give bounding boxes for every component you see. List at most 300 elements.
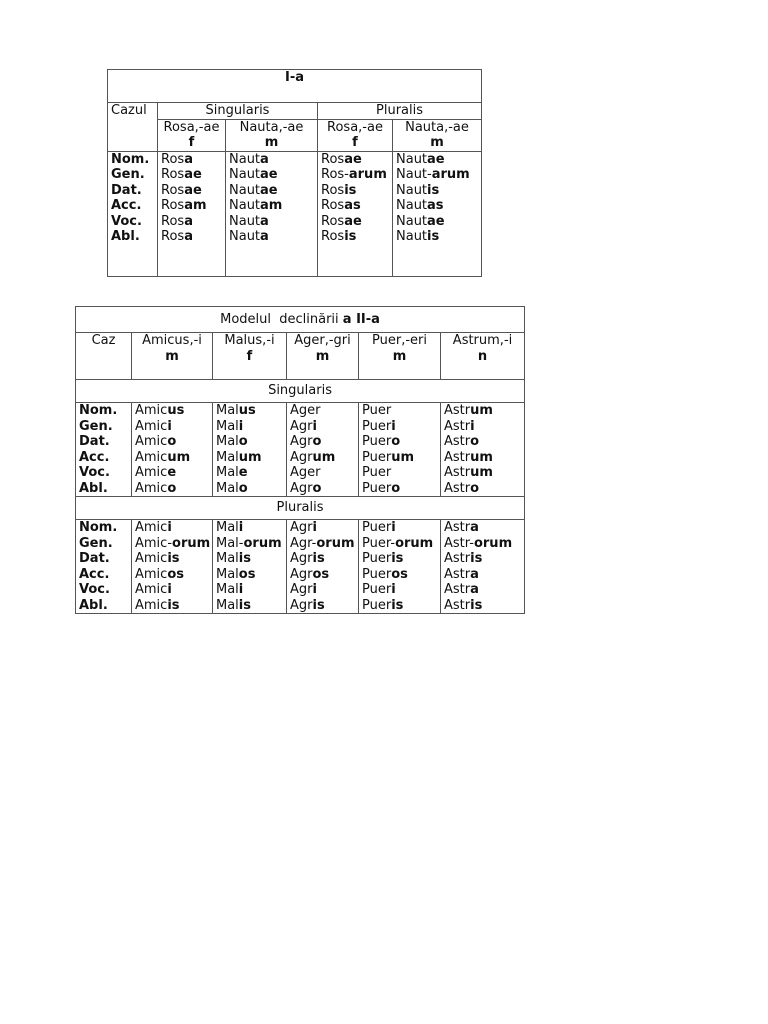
word-ending: i	[391, 418, 396, 434]
word-ending: a	[470, 566, 479, 582]
word-ending: is	[427, 182, 440, 198]
gender-label: f	[352, 135, 358, 150]
case-names	[76, 403, 132, 497]
column-name: Ager,-gri	[294, 333, 351, 348]
word-ending: o	[391, 434, 401, 449]
word-stem: Astr	[444, 403, 471, 418]
word-ending: is	[470, 597, 483, 613]
word-ending: o	[312, 434, 322, 449]
word-form	[444, 520, 521, 536]
word-form	[135, 434, 209, 450]
word-stem: Ros	[321, 182, 345, 198]
word-ending: o	[312, 480, 322, 496]
word-form	[444, 465, 521, 481]
word-ending: arum	[348, 167, 387, 182]
word-stem: Agr	[290, 566, 313, 582]
word-stem: Amic	[135, 582, 168, 597]
case-name: Dat.	[79, 551, 110, 566]
word-stem: Mal	[216, 434, 239, 449]
word-stem: Mal	[216, 582, 239, 597]
word-ending: o	[470, 434, 480, 449]
word-ending: am	[184, 198, 207, 213]
word-stem: Astr	[444, 551, 471, 566]
word-stem: Naut	[229, 151, 261, 167]
gender-label: m	[392, 348, 407, 364]
word-stem: Astr	[444, 465, 471, 480]
word-form	[290, 465, 355, 481]
word-stem: Puer	[362, 551, 392, 566]
word-ending: i	[312, 582, 317, 597]
column-name: Nauta,-ae	[405, 119, 469, 135]
word-ending: is	[312, 551, 325, 566]
word-stem: Ager	[290, 403, 321, 418]
word-ending: ae	[427, 151, 445, 167]
word-form	[135, 520, 209, 536]
word-ending: um	[238, 449, 262, 465]
case-name: Abl.	[79, 480, 108, 496]
word-ending: us	[167, 403, 185, 418]
word-stem: Amic	[135, 480, 168, 496]
column-header	[359, 333, 441, 380]
word-ending: i	[167, 582, 172, 597]
column-name: Astrum,-i	[452, 333, 513, 348]
word-stem: Ros-	[321, 167, 349, 182]
word-stem: Agr-	[290, 535, 317, 551]
word-stem: Puer	[362, 566, 392, 582]
word-form	[161, 183, 222, 199]
word-stem: Naut	[229, 198, 261, 213]
word-ending: o	[167, 480, 177, 496]
word-form	[290, 450, 355, 466]
plural-section-label: Pluralis	[76, 497, 525, 520]
word-form	[161, 152, 222, 168]
word-ending: a	[184, 229, 193, 244]
word-ending: is	[167, 597, 180, 613]
word-form	[229, 152, 314, 168]
word-ending: um	[167, 449, 191, 465]
word-stem: Naut	[229, 229, 261, 244]
forms-column	[393, 151, 482, 276]
word-ending: is	[167, 551, 180, 566]
word-ending: a	[260, 213, 269, 229]
word-stem: Agr	[290, 551, 313, 566]
word-stem: Puer	[362, 449, 392, 465]
word-stem: Naut	[396, 229, 428, 244]
word-stem: Ros	[321, 229, 345, 244]
word-form	[290, 434, 355, 450]
word-ending: i	[238, 520, 244, 535]
word-stem: Ros	[321, 213, 345, 229]
case-header: Caz	[76, 333, 132, 380]
word-stem: Ros	[161, 182, 185, 198]
word-ending: orum	[473, 535, 513, 551]
word-stem: Astr	[444, 520, 471, 535]
word-form	[135, 481, 209, 497]
word-stem: Ros	[161, 198, 185, 213]
word-ending: i	[470, 418, 475, 434]
word-form	[321, 167, 389, 183]
word-ending: a	[470, 520, 479, 535]
word-ending: e	[238, 465, 248, 480]
word-form	[444, 481, 521, 497]
word-ending: os	[238, 566, 256, 582]
word-form	[216, 598, 283, 614]
word-stem: Naut	[229, 213, 261, 229]
word-form	[161, 229, 222, 245]
word-stem: Astr	[444, 597, 471, 613]
forms-column	[213, 403, 287, 497]
case-name: Acc.	[79, 566, 110, 582]
word-form	[362, 582, 437, 598]
word-form	[216, 450, 283, 466]
word-ending: us	[238, 403, 256, 418]
gender-label: f	[246, 348, 253, 364]
word-form	[362, 450, 437, 466]
word-stem: Agr	[290, 418, 313, 434]
case-names	[76, 520, 132, 614]
word-form	[229, 229, 314, 245]
word-ending: i	[312, 418, 317, 434]
word-stem: Amic	[135, 551, 168, 566]
word-ending: orum	[172, 535, 211, 551]
word-form	[161, 167, 222, 183]
word-form	[216, 536, 283, 552]
column-header	[441, 333, 525, 380]
word-ending: ae	[260, 167, 278, 182]
word-stem: Astr	[444, 449, 471, 465]
word-form	[362, 536, 437, 552]
word-ending: am	[260, 198, 283, 213]
column-header	[393, 119, 482, 151]
word-stem: Agr	[290, 520, 313, 535]
word-stem: Agr	[290, 449, 313, 465]
word-form	[321, 229, 389, 245]
word-ending: i	[238, 418, 244, 434]
gender-label: m	[165, 348, 179, 364]
word-ending: ae	[344, 213, 362, 229]
word-stem: Naut	[396, 151, 428, 167]
word-stem: Mal	[216, 520, 239, 535]
word-stem: Ros	[321, 151, 345, 167]
word-form	[362, 598, 437, 614]
word-form	[216, 481, 283, 497]
word-form	[135, 465, 209, 481]
word-form	[362, 520, 437, 536]
singular-section-label: Singularis	[76, 380, 525, 403]
word-ending: orum	[243, 535, 282, 551]
word-stem: Mal	[216, 449, 239, 465]
forms-column	[287, 403, 359, 497]
word-form	[216, 419, 283, 435]
word-form	[216, 465, 283, 481]
forms-column	[132, 520, 213, 614]
word-stem: Puer	[362, 434, 392, 449]
forms-column	[132, 403, 213, 497]
word-ending: a	[184, 213, 193, 229]
word-form	[135, 419, 209, 435]
word-stem: Naut	[396, 198, 428, 213]
word-stem: Ros	[161, 167, 185, 182]
word-ending: is	[391, 597, 404, 613]
case-name: Dat.	[111, 182, 142, 198]
word-ending: os	[391, 566, 408, 582]
word-form	[444, 582, 521, 598]
word-ending: os	[167, 566, 184, 582]
word-form	[444, 551, 521, 567]
word-form	[321, 152, 389, 168]
case-name: Nom.	[111, 151, 150, 167]
word-form	[396, 167, 478, 183]
word-stem: Astr	[444, 582, 471, 597]
word-form	[444, 536, 521, 552]
word-ending: um	[312, 449, 336, 465]
word-form	[396, 229, 478, 245]
word-ending: a	[260, 151, 269, 167]
word-stem: Amic	[135, 418, 168, 434]
forms-column	[158, 151, 226, 276]
word-stem: Mal	[216, 566, 239, 582]
column-header	[158, 119, 226, 151]
word-ending: is	[238, 597, 251, 613]
word-stem: Mal	[216, 551, 239, 566]
word-stem: Puer	[362, 597, 392, 613]
word-stem: Astr	[444, 434, 471, 449]
word-ending: i	[312, 520, 317, 535]
column-name: Nauta,-ae	[239, 119, 304, 135]
word-stem: Agr	[290, 597, 313, 613]
word-ending: o	[391, 480, 401, 496]
column-name: Amicus,-i	[142, 333, 202, 348]
singular-header: Singularis	[158, 103, 318, 120]
word-ending: is	[344, 182, 357, 198]
word-ending: o	[238, 480, 248, 496]
word-stem: Amic	[135, 403, 168, 418]
word-form	[290, 481, 355, 497]
word-ending: os	[312, 566, 330, 582]
case-name: Gen.	[79, 418, 113, 434]
word-ending: ae	[344, 151, 362, 167]
plural-header: Pluralis	[318, 103, 482, 120]
word-stem: Amic-	[135, 535, 173, 551]
word-ending: um	[391, 449, 415, 465]
word-ending: is	[427, 229, 440, 244]
column-header	[213, 333, 287, 380]
word-form	[396, 214, 478, 230]
word-stem: Astr	[444, 480, 471, 496]
word-form	[229, 214, 314, 230]
word-stem: Agr	[290, 480, 313, 496]
word-form	[135, 551, 209, 567]
word-form	[444, 598, 521, 614]
word-ending: o	[238, 434, 248, 449]
word-stem: Puer	[362, 465, 392, 480]
word-ending: is	[470, 551, 483, 566]
column-header	[132, 333, 213, 380]
word-ending: i	[391, 520, 396, 535]
word-form	[135, 536, 209, 552]
case-name: Abl.	[111, 229, 140, 244]
word-stem: Amic	[135, 566, 168, 582]
word-stem: Ager	[290, 465, 321, 480]
word-form	[290, 567, 355, 583]
word-ending: i	[238, 582, 244, 597]
word-form	[362, 551, 437, 567]
word-stem: Ros	[161, 213, 185, 229]
word-form	[290, 536, 355, 552]
word-form	[444, 419, 521, 435]
word-form	[444, 434, 521, 450]
word-form	[290, 598, 355, 614]
word-form	[396, 152, 478, 168]
case-header: Cazul	[108, 103, 158, 152]
column-name: Puer,-eri	[372, 333, 427, 348]
table1-title: I-a	[108, 70, 482, 103]
word-form	[290, 582, 355, 598]
column-name: Rosa,-ae	[327, 119, 383, 135]
word-form	[135, 582, 209, 598]
word-ending: as	[427, 198, 444, 213]
word-form	[396, 198, 478, 214]
word-form	[135, 598, 209, 614]
word-form	[290, 551, 355, 567]
word-stem: Amic	[135, 465, 168, 480]
word-stem: Amic	[135, 597, 168, 613]
word-form	[135, 403, 209, 419]
word-form	[321, 183, 389, 199]
word-form	[290, 520, 355, 536]
word-ending: ae	[184, 182, 202, 198]
word-stem: Mal	[216, 480, 239, 496]
word-stem: Astr-	[444, 535, 474, 551]
word-form	[216, 403, 283, 419]
word-form	[161, 198, 222, 214]
word-stem: Mal	[216, 465, 239, 480]
case-name: Voc.	[111, 213, 142, 229]
word-ending: orum	[316, 535, 355, 551]
word-stem: Naut	[396, 182, 428, 198]
case-name: Gen.	[79, 535, 113, 551]
word-form	[444, 403, 521, 419]
word-stem: Astr	[444, 418, 471, 434]
word-stem: Puer	[362, 418, 392, 434]
word-form	[229, 167, 314, 183]
word-ending: as	[344, 198, 361, 213]
case-name: Voc.	[79, 465, 110, 480]
second-declension-table	[75, 306, 525, 614]
word-stem: Amic	[135, 520, 168, 535]
word-ending: o	[167, 434, 177, 449]
word-ending: um	[470, 449, 493, 465]
word-ending: e	[167, 465, 177, 480]
word-form	[290, 403, 355, 419]
word-form	[362, 465, 437, 481]
word-ending: um	[470, 465, 493, 480]
forms-column	[213, 520, 287, 614]
word-ending: a	[184, 151, 193, 167]
word-ending: i	[167, 418, 172, 434]
word-ending: um	[470, 403, 493, 418]
word-ending: a	[470, 582, 479, 597]
word-stem: Ros	[321, 198, 345, 213]
word-form	[362, 481, 437, 497]
word-stem: Mal-	[216, 535, 244, 551]
word-form	[362, 434, 437, 450]
word-form	[216, 567, 283, 583]
forms-column	[226, 151, 318, 276]
word-form	[444, 567, 521, 583]
word-ending: orum	[395, 535, 434, 551]
column-header	[318, 119, 393, 151]
word-form	[321, 214, 389, 230]
word-stem: Agr	[290, 582, 313, 597]
word-ending: a	[260, 229, 269, 244]
gender-label: f	[188, 135, 195, 150]
word-form	[290, 419, 355, 435]
gender-label: m	[315, 348, 330, 364]
word-ending: is	[344, 229, 357, 244]
case-name: Abl.	[79, 597, 108, 613]
word-stem: Ros	[161, 229, 185, 244]
word-form	[135, 450, 209, 466]
word-ending: ae	[427, 213, 445, 229]
gender-label: m	[430, 135, 444, 150]
first-declension-table	[107, 69, 482, 277]
word-stem: Amic	[135, 449, 168, 465]
case-name: Voc.	[79, 582, 110, 597]
forms-column	[318, 151, 393, 276]
word-ending: is	[391, 551, 404, 566]
gender-label: m	[264, 135, 279, 150]
word-ending: ae	[260, 182, 278, 198]
word-form	[216, 551, 283, 567]
word-ending: arum	[431, 167, 470, 182]
column-header	[287, 333, 359, 380]
gender-label: n	[477, 348, 488, 364]
word-form	[396, 183, 478, 199]
word-stem: Astr	[444, 566, 471, 582]
forms-column	[441, 520, 525, 614]
word-ending: ae	[184, 167, 202, 182]
word-stem: Naut	[229, 182, 261, 198]
word-stem: Mal	[216, 597, 239, 613]
word-form	[444, 450, 521, 466]
case-name: Acc.	[79, 449, 110, 465]
word-form	[135, 567, 209, 583]
word-form	[216, 434, 283, 450]
word-ending: is	[312, 597, 325, 613]
column-name: Rosa,-ae	[163, 119, 220, 135]
word-form	[229, 198, 314, 214]
forms-column	[287, 520, 359, 614]
word-form	[362, 419, 437, 435]
word-ending: is	[238, 551, 251, 566]
word-stem: Amic	[135, 434, 168, 449]
forms-column	[441, 403, 525, 497]
word-ending: i	[391, 582, 396, 597]
case-name: Dat.	[79, 434, 110, 449]
word-form	[362, 567, 437, 583]
table2-title: Modelul declinării a II-a	[76, 307, 525, 333]
word-stem: Mal	[216, 403, 239, 418]
forms-column	[359, 403, 441, 497]
word-stem: Naut	[396, 213, 428, 229]
word-form	[216, 520, 283, 536]
case-name: Gen.	[111, 167, 145, 182]
column-header	[226, 119, 318, 151]
column-name: Malus,-i	[224, 333, 275, 348]
case-names	[108, 151, 158, 276]
word-stem: Mal	[216, 418, 239, 434]
